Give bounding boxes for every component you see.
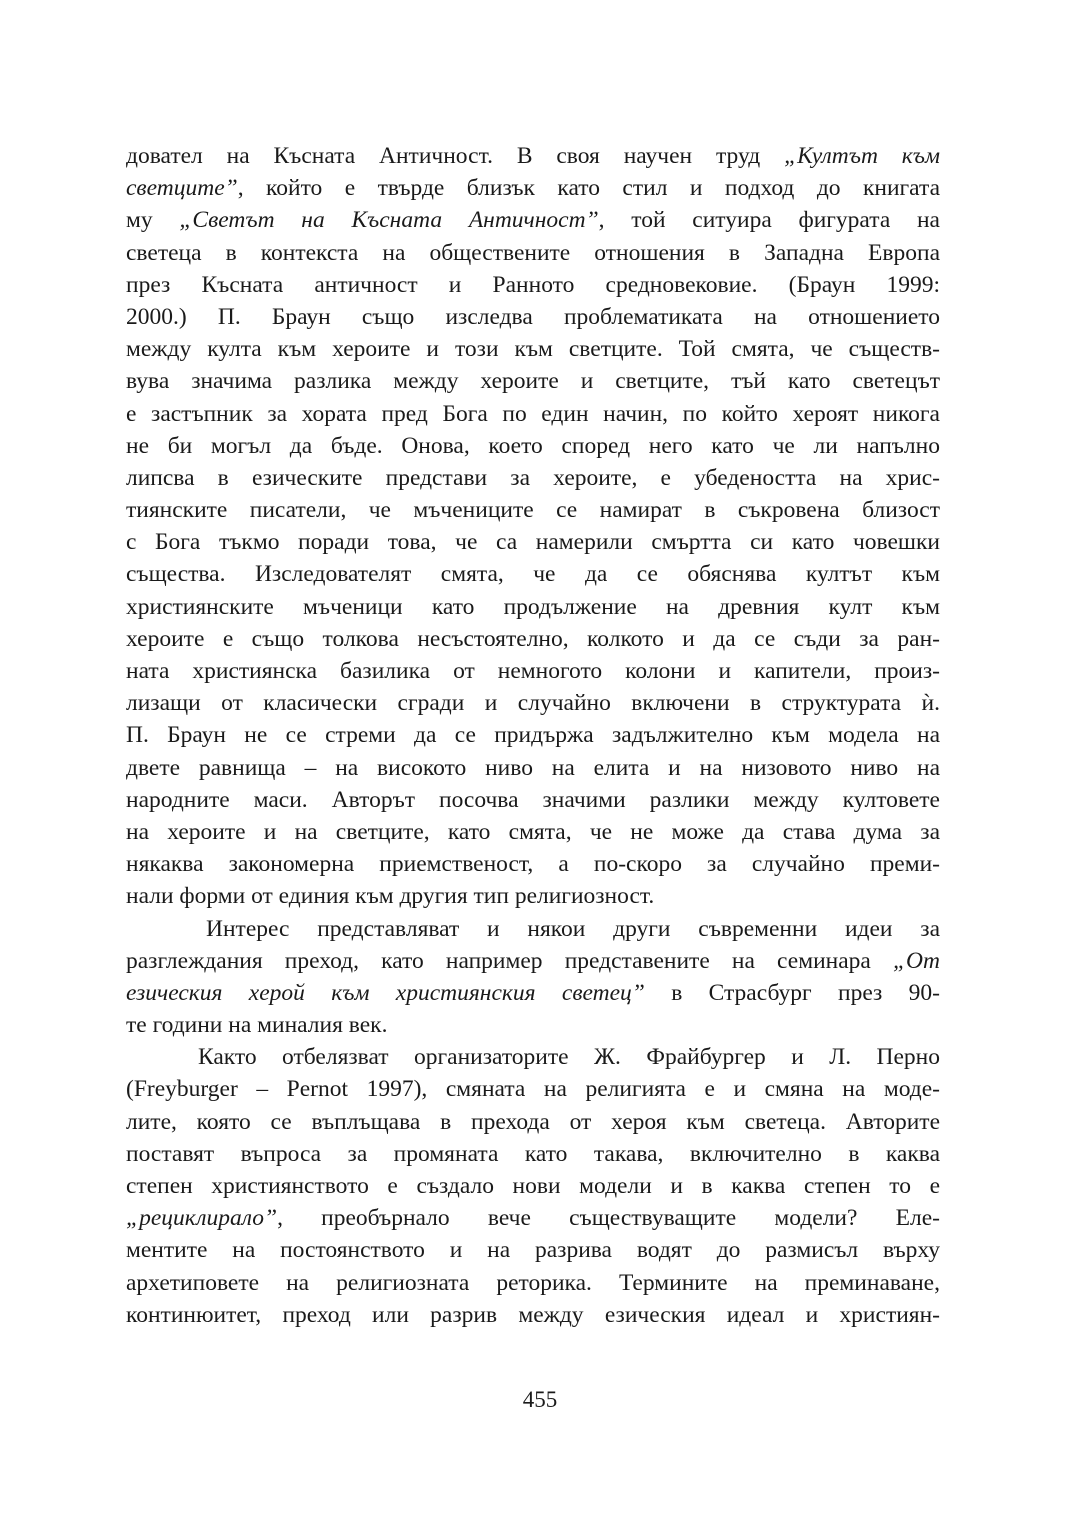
text-line [126,880,940,912]
text-line [126,237,940,269]
text-segment: Интерес представляват и някои други съвременни идеи за [206,915,940,942]
italic-text: „рециклирало” [126,1205,278,1232]
text-segment: разглеждания преход, като например представените на семинара [126,947,893,974]
text-line [126,1009,940,1041]
text-segment: светеца в контекста на обществените отношения в Западна Европа [126,239,940,266]
text-segment: християнските мъченици като продължение на древния култ към [126,593,940,620]
text-line [126,977,940,1009]
text-segment: същества. Изследователят смята, че да се обяснява култът към [126,561,940,588]
paragraph [126,913,940,1042]
text-line [126,848,940,880]
text-line [126,333,940,365]
text-segment: двете равнища – на високото ниво на елита и на низовото ниво на [126,754,940,781]
text-line [126,913,940,945]
text-segment: му [126,207,180,234]
text-segment: степен християнството е създало нови модели и в каква степен то е [126,1173,940,1199]
text-segment: с Бога тъкмо поради това, че са намерили смъртта си като човешки [126,529,940,556]
text-line [126,1267,940,1299]
page-body [126,140,940,1331]
text-segment: вува значима разлика между хероите и светците, тъй като светецът [126,368,940,395]
paragraph [126,140,940,913]
text-line [126,494,940,526]
text-line [126,623,940,655]
text-segment: народните маси. Авторът посочва значими разлики между култовете [126,786,940,813]
text-line [126,140,940,172]
text-segment: 2000.) П. Браун също изследва проблематиката на отношението [126,303,940,330]
text-segment: лите, която се въплъщава в прехода от хероя към светеца. Авторите [126,1108,940,1135]
text-segment: ментите на постоянството и на разрива водят до размисъл върху [126,1237,940,1264]
text-line [126,172,940,204]
text-segment: П. Браун не се стреми да се придържа задължително към модела на [126,722,940,749]
text-line [126,1202,940,1234]
text-segment: , преобърнало вече съществуващите модели? Еле- [277,1205,940,1232]
text-line [126,462,940,494]
text-segment: довател на Късната Античност. В своя научен труд [126,143,785,169]
text-segment: лизащи от класически сгради и случайно включени в структурата ѝ. [126,690,940,717]
text-segment: , той ситуира фигурата на [598,207,940,234]
text-line [126,719,940,751]
text-line [126,1234,940,1266]
text-line [126,945,940,977]
text-segment: архетиповете на религиозната реторика. Термините на преминаване, [126,1269,940,1296]
text-segment: е застъпник за хората пред Бога по един начин, по който хероят никога [126,400,940,427]
text-segment: не би могъл да бъде. Онова, което според него като че ли напълно [126,432,940,459]
text-line [126,655,940,687]
text-segment: нали форми от единия към другия тип религиозност. [126,883,655,910]
text-segment: поставят въпроса за промяната като такава, включително в каква [126,1140,940,1167]
text-line [126,526,940,558]
text-segment: в Страсбург през 90- [644,979,940,1006]
text-segment: , който е твърде близък като стил и подход до книгата [237,175,940,202]
text-line [126,1073,940,1105]
text-segment: хероите е също толкова несъстоятелно, колкото и да се съди за ран- [126,625,940,652]
italic-text: „Светът на Късната Античност” [179,207,599,234]
text-line [126,398,940,430]
paragraph [126,1041,940,1331]
text-segment: (Freyburger – Pernot 1997), смяната на религията е и смяна на моде- [126,1076,940,1103]
text-segment: континюитет, преход или разрив между езическия идеал и християн- [126,1301,940,1328]
text-line [126,1106,940,1138]
text-segment: липсва в езическите представи за хероите, е убедеността на хрис- [126,464,940,491]
italic-text: „От [892,947,940,974]
text-line [126,1041,940,1073]
text-line [126,1170,940,1202]
page-number: 455 [522,1387,558,1412]
text-segment: през Късната античност и Ранното средновековие. (Браун 1999: [126,271,940,298]
text-line [126,430,940,462]
text-segment: ната християнска базилика от немногото колони и капители, произ- [126,658,940,684]
text-line [126,816,940,848]
text-line [126,1138,940,1170]
text-line [126,558,940,590]
text-segment: тиянските писатели, че мъчениците се намират в съкровена близост [126,497,940,524]
text-line [126,365,940,397]
text-line [126,1299,940,1331]
text-segment: между култа към хероите и този към светците. Той смята, че съществ- [126,336,940,363]
text-line [126,591,940,623]
italic-text: светците” [126,175,238,202]
text-line [126,301,940,333]
text-segment: те години на миналия век. [126,1012,388,1039]
text-line [126,784,940,816]
text-segment: някаква закономерна приемственост, а по-скоро за случайно преми- [126,851,940,878]
text-line [126,752,940,784]
text-segment: Както отбелязват организаторите Ж. Фрайбургер и Л. Перно [198,1044,940,1071]
text-line [126,687,940,719]
text-segment: на хероите и на светците, като смята, че не може да става дума за [126,818,940,845]
italic-text: езическия херой към християнския светец” [126,979,645,1006]
text-line [126,204,940,236]
text-line [126,269,940,301]
italic-text: „Култът към [784,143,940,169]
